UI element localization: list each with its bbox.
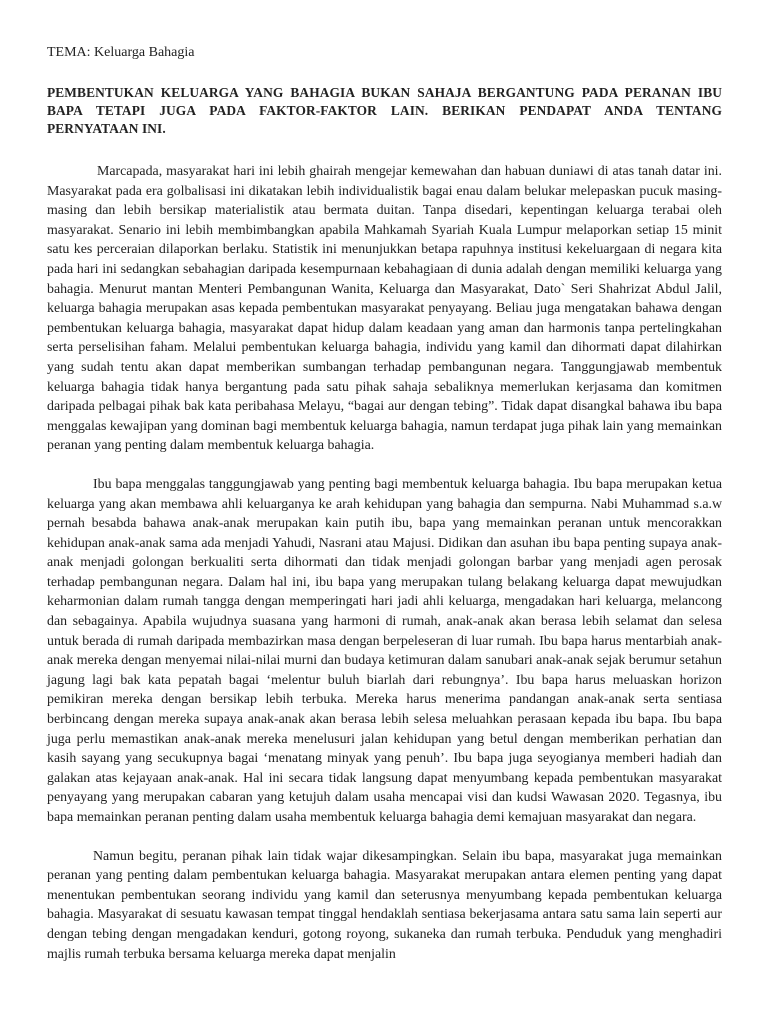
paragraph-introduction: Marcapada, masyarakat hari ini lebih ghairah mengejar kemewahan dan habuan duniawi di atas tanah datar ini. Masyarakat pada era golbalisasi ini dikatakan lebih individualistik bagai enau dalam belukar melepaskan pucuk masing-masing dan lebih bersikap materialistik atau bermata duitan. Tanpa disedari, kepentingan keluarga terabai oleh masyarakat. Senario ini lebih membimbangkan apabila Mahkamah Syariah Kuala Lumpur melaporkan setiap 15 minit satu kes perceraian dilaporkan berlaku. Statistik ini menunjukkan betapa rapuhnya institusi kekeluargaan di negara kita pada hari ini sedangkan sebahagian daripada kesempurnaan kebahagiaan di dunia adalah dengan memiliki keluarga yang bahagia. Menurut mantan Menteri Pembangunan Wanita, Keluarga dan Masyarakat, Dato` Seri Shahrizat Abdul Jalil, keluarga bahagia merupakan asas kepada pembentukan masyarakat penyayang. Beliau juga mengatakan bahawa dengan pembentukan keluarga bahagia, masyarakat dapat hidup dalam keadaan yang aman dan harmonis tanpa pertelingkahan serta perselisihan faham. Melalui pembentukan keluarga bahagia, individu yang kamil dan dihormati dapat dilahirkan yang sudah tentu akan dapat memberikan sumbangan terhadap pembangunan negara. Tanggungjawab membentuk keluarga bahagia tidak hanya bergantung pada satu pihak sahaja sebaliknya memerlukan kerjasama dan komitmen daripada pelbagai pihak bak kata peribahasa Melayu, “bagai aur dengan tebing”. Tidak dapat disangkal bahawa ibu bapa menggalas kewajipan yang dominan bagi membentuk keluarga bahagia, namun terdapat juga pihak lain yang memainkan peranan yang penting dalam membentuk keluarga bahagia. bbox=[47, 164, 722, 454]
document-theme: TEMA: Keluarga Bahagia bbox=[47, 45, 195, 60]
paragraph-parents-role: Ibu bapa menggalas tanggungjawab yang penting bagi membentuk keluarga bahagia. Ibu bapa merupakan ketua keluarga yang akan membawa ahli keluarganya ke arah kehidupan yang bahagia dan sempurna. Nabi Muhammad s.a.w pernah besabda bahawa anak-anak merupakan kain putih ibu, bapa yang memainkan peranan untuk mencorakkan kehidupan anak-anak sama ada menjadi Yahudi, Nasrani atau Majusi. Didikan dan asuhan ibu bapa penting supaya anak-anak menjadi golongan berkualiti serta dihormati dan tidak menjadi golongan barbar yang menjadi agen perosak terhadap pembangunan negara. Dalam hal ini, ibu bapa yang merupakan tulang belakang keluarga dapat mewujudkan keharmonian dalam rumah tangga dengan memperingati hari jadi ahli keluarga, mengadakan hari keluarga, melancong dan sebagainya. Apabila wujudnya suasana yang harmoni di rumah, anak-anak akan berasa lebih selamat dan selesa untuk berada di rumah daripada membazirkan masa dengan berpeleseran di luar rumah. Ibu bapa harus mentarbiah anak-anak mereka dengan menyemai nilai-nilai murni dan budaya ketimuran dalam sanubari anak-anak sejak berumur setahun jagung lagi bak kata pepatah bagai ‘melentur buluh biarlah dari rebungnya’. Ibu bapa harus meluaskan horizon pemikiran mereka dengan bersikap lebih terbuka. Mereka harus menerima pandangan anak-anak serta sentiasa berbincang dengan mereka supaya anak-anak akan berasa lebih selesa meluahkan perasaan kepada ibu bapa. Ibu bapa juga perlu memastikan anak-anak mereka menelusuri jalan kehidupan yang betul dengan memberikan perhatian dan kasih sayang yang secukupnya bagai ‘menatang minyak yang penuh’. Ibu bapa juga seyogianya memberi hadiah dan galakan atas kejayaan anak-anak. Hal ini secara tidak langsung dapat menyumbang kepada pembentukan masyarakat penyayang yang merupakan cabaran yang ketujuh dalam usaha mencapai visi dan kudsi Wawasan 2020. Tegasnya, ibu bapa memainkan peranan penting dalam usaha membentuk keluarga bahagia demi kemajuan masyarakat dan negara. bbox=[47, 476, 722, 825]
essay-question: PEMBENTUKAN KELUARGA YANG BAHAGIA BUKAN SAHAJA BERGANTUNG PADA PERANAN IBU BAPA TETAPI JUGA PADA FAKTOR-FAKTOR LAIN. BERIKAN PENDAPAT ANDA TENTANG PERNYATAAN INI. bbox=[47, 85, 722, 136]
paragraph-community-role: Namun begitu, peranan pihak lain tidak wajar dikesampingkan. Selain ibu bapa, masyarakat juga memainkan peranan yang penting dalam pembentukan keluarga bahagia. Masyarakat merupakan antara elemen penting yang dapat menentukan pembentukan seorang individu yang kamil dan seterusnya menyumbang kepada pembentukan keluarga bahagia. Masyarakat di sesuatu kawasan tempat tinggal hendaklah sentiasa bekerjasama antara satu sama lain seperti aur dengan tebing dengan mengadakan kenduri, gotong royong, sukaneka dan rumah terbuka. Penduduk yang menghadiri majlis rumah terbuka bersama keluarga mereka dapat menjalin bbox=[47, 848, 722, 962]
